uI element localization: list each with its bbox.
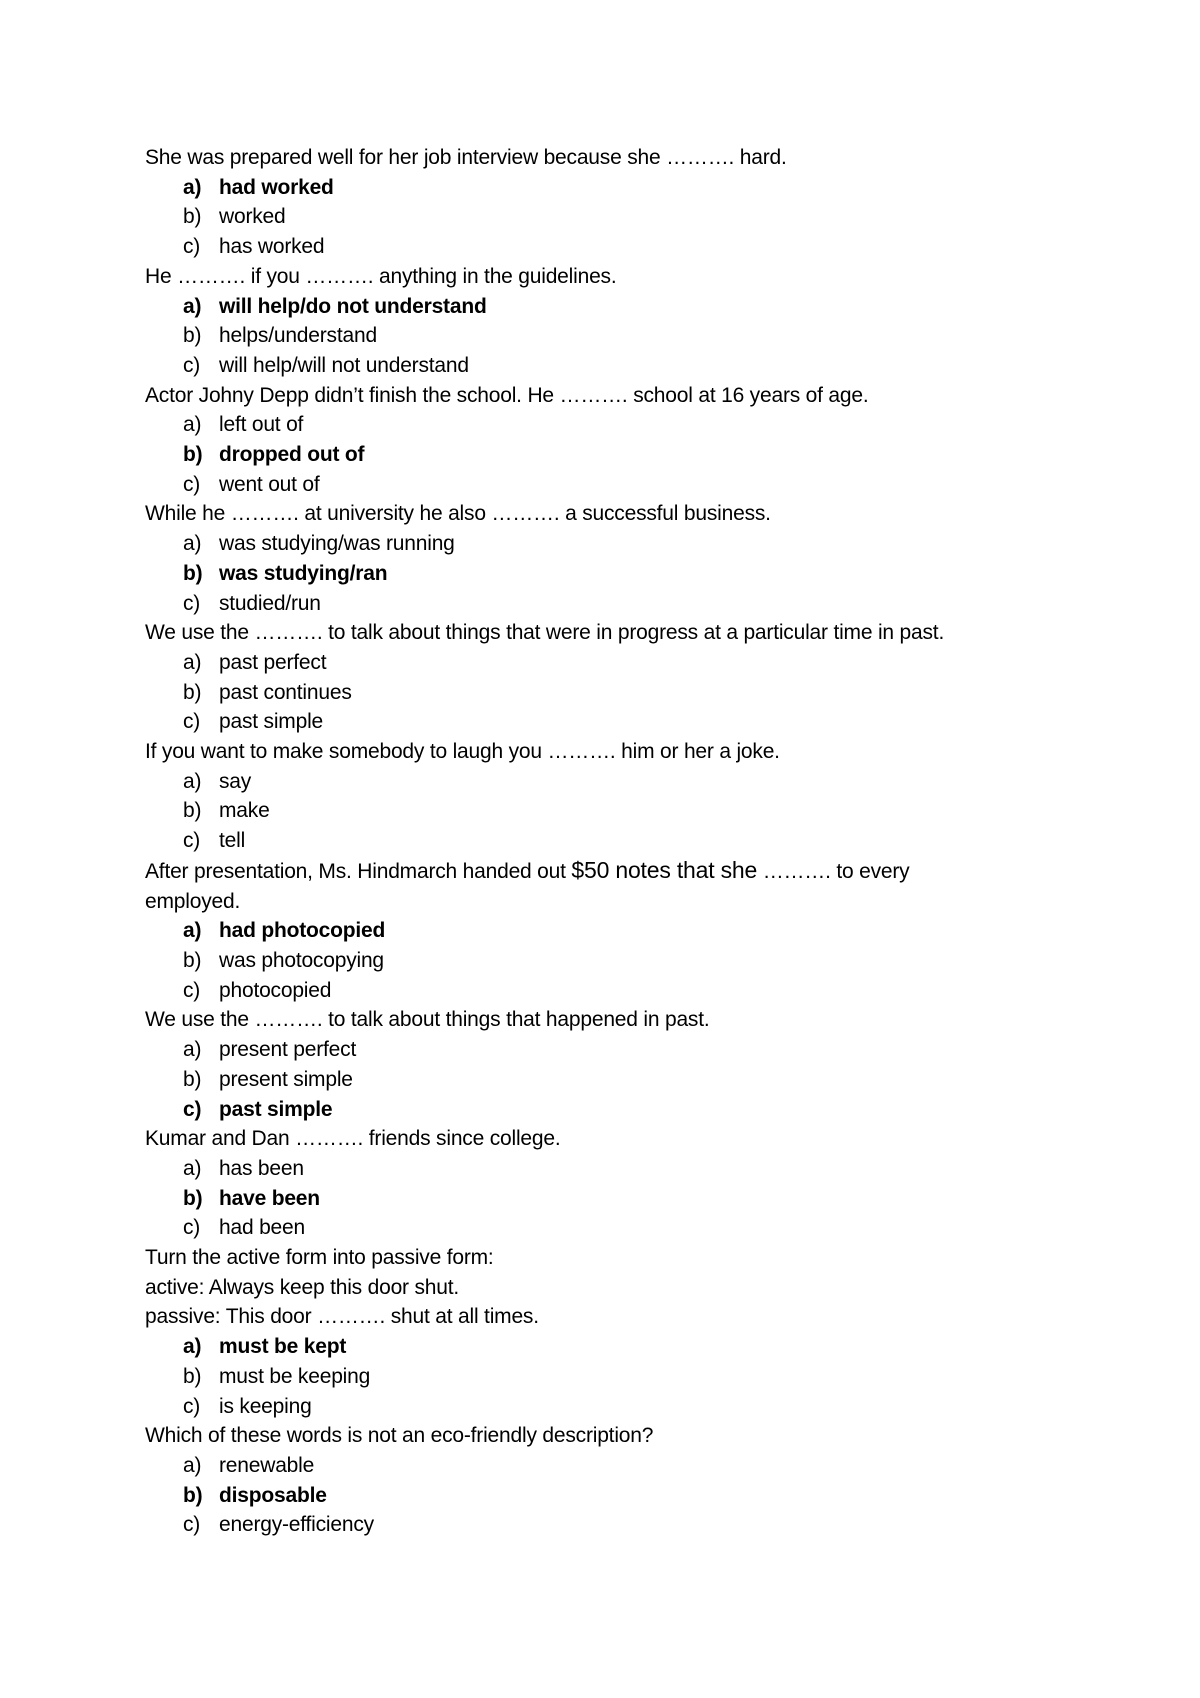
option-text: past perfect [219, 650, 327, 674]
document-page [145, 143, 1045, 1540]
option-6b [145, 796, 1045, 826]
option-7c [145, 976, 1045, 1006]
option-letter: b) [183, 948, 202, 972]
option-letter: b) [183, 561, 203, 585]
question-11: Which of these words is not an eco-friendly description? [145, 1424, 654, 1448]
option-letter: b) [183, 1067, 202, 1091]
option-letter: c) [183, 978, 201, 1002]
option-letter: c) [183, 710, 201, 734]
question-5: We use the ………. to talk about things that were in progress at a particular time in past. [145, 621, 945, 645]
option-text: went out of [219, 472, 320, 496]
option-text: dropped out of [219, 443, 365, 467]
option-text: energy-efficiency [219, 1513, 374, 1537]
option-6a [145, 767, 1045, 797]
option-11a [145, 1451, 1045, 1481]
option-text: worked [219, 205, 286, 229]
option-letter: c) [183, 472, 201, 496]
option-letter: c) [183, 1097, 202, 1121]
option-text: is keeping [219, 1394, 312, 1418]
option-letter: c) [183, 1394, 201, 1418]
option-text: past continues [219, 680, 352, 704]
option-text: must be kept [219, 1335, 347, 1359]
option-1a [145, 173, 1045, 203]
option-5c [145, 707, 1045, 737]
option-letter: b) [183, 443, 203, 467]
option-2a [145, 292, 1045, 322]
option-text: will help/will not understand [219, 353, 469, 377]
option-letter: b) [183, 1483, 203, 1507]
option-text: has been [219, 1156, 304, 1180]
question-7 [145, 856, 1045, 887]
option-3a [145, 410, 1045, 440]
option-text: has worked [219, 235, 325, 259]
option-3b [145, 440, 1045, 470]
question-7-part-2: $50 notes that she [571, 856, 758, 883]
question-7-continued: employed. [145, 889, 241, 913]
option-2c [145, 351, 1045, 381]
option-letter: b) [183, 205, 202, 229]
question-10-passive: passive: This door ………. shut at all times. [145, 1305, 539, 1329]
question-7-part-3: ………. to every [757, 859, 910, 883]
option-9c [145, 1213, 1045, 1243]
question-4: While he ………. at university he also ………. a successful business. [145, 502, 771, 526]
option-letter: a) [183, 175, 202, 199]
option-text: present perfect [219, 1038, 357, 1062]
option-8a [145, 1035, 1045, 1065]
option-text: past simple [219, 1097, 333, 1121]
option-text: say [219, 769, 252, 793]
option-text: had worked [219, 175, 334, 199]
option-text: had been [219, 1216, 305, 1240]
option-4c [145, 589, 1045, 619]
option-1c [145, 232, 1045, 262]
option-letter: b) [183, 1364, 202, 1388]
option-8c [145, 1095, 1045, 1125]
option-text: must be keeping [219, 1364, 371, 1388]
option-9b [145, 1184, 1045, 1214]
option-text: photocopied [219, 978, 332, 1002]
option-letter: a) [183, 1156, 202, 1180]
question-9: Kumar and Dan ………. friends since college. [145, 1127, 561, 1151]
option-3c [145, 470, 1045, 500]
option-11c [145, 1510, 1045, 1540]
option-text: left out of [219, 413, 304, 437]
option-letter: b) [183, 1186, 203, 1210]
option-7a [145, 916, 1045, 946]
option-text: present simple [219, 1067, 353, 1091]
option-letter: a) [183, 532, 202, 556]
question-1: She was prepared well for her job interview because she ………. hard. [145, 146, 787, 169]
question-8: We use the ………. to talk about things that happened in past. [145, 1008, 710, 1032]
option-letter: c) [183, 1513, 201, 1537]
option-text: have been [219, 1186, 320, 1210]
option-text: was studying/was running [219, 532, 455, 556]
question-10-active: active: Always keep this door shut. [145, 1275, 459, 1299]
option-2b [145, 321, 1045, 351]
option-4a [145, 529, 1045, 559]
option-8b [145, 1065, 1045, 1095]
option-text: tell [219, 829, 246, 853]
option-5a [145, 648, 1045, 678]
question-6: If you want to make somebody to laugh you ………. him or her a joke. [145, 740, 780, 764]
option-letter: c) [183, 235, 201, 259]
question-2: He ………. if you ………. anything in the guidelines. [145, 264, 617, 288]
option-10c [145, 1392, 1045, 1422]
option-6c [145, 826, 1045, 856]
option-text: disposable [219, 1483, 327, 1507]
option-letter: b) [183, 324, 202, 348]
option-letter: b) [183, 680, 202, 704]
question-10-instruction: Turn the active form into passive form: [145, 1246, 494, 1270]
option-10a [145, 1332, 1045, 1362]
option-letter: c) [183, 1216, 201, 1240]
option-letter: a) [183, 1335, 202, 1359]
option-letter: c) [183, 829, 201, 853]
option-letter: a) [183, 1038, 202, 1062]
question-7-part-1: After presentation, Ms. Hindmarch handed out [145, 859, 572, 883]
option-5b [145, 678, 1045, 708]
question-3: Actor Johny Depp didn’t finish the school. He ………. school at 16 years of age. [145, 383, 869, 407]
option-letter: c) [183, 591, 201, 615]
option-text: will help/do not understand [219, 294, 487, 318]
option-letter: c) [183, 353, 201, 377]
option-4b [145, 559, 1045, 589]
option-text: past simple [219, 710, 324, 734]
option-letter: b) [183, 799, 202, 823]
option-10b [145, 1362, 1045, 1392]
option-text: studied/run [219, 591, 321, 615]
option-letter: a) [183, 1453, 202, 1477]
option-text: make [219, 799, 270, 823]
option-letter: a) [183, 294, 202, 318]
option-text: was studying/ran [219, 561, 388, 585]
option-7b [145, 946, 1045, 976]
option-text: renewable [219, 1453, 315, 1477]
option-text: had photocopied [219, 919, 386, 943]
option-text: helps/understand [219, 324, 377, 348]
option-9a [145, 1154, 1045, 1184]
option-letter: a) [183, 919, 202, 943]
option-letter: a) [183, 769, 202, 793]
option-11b [145, 1481, 1045, 1511]
option-letter: a) [183, 650, 202, 674]
option-letter: a) [183, 413, 202, 437]
option-text: was photocopying [219, 948, 384, 972]
option-1b [145, 202, 1045, 232]
